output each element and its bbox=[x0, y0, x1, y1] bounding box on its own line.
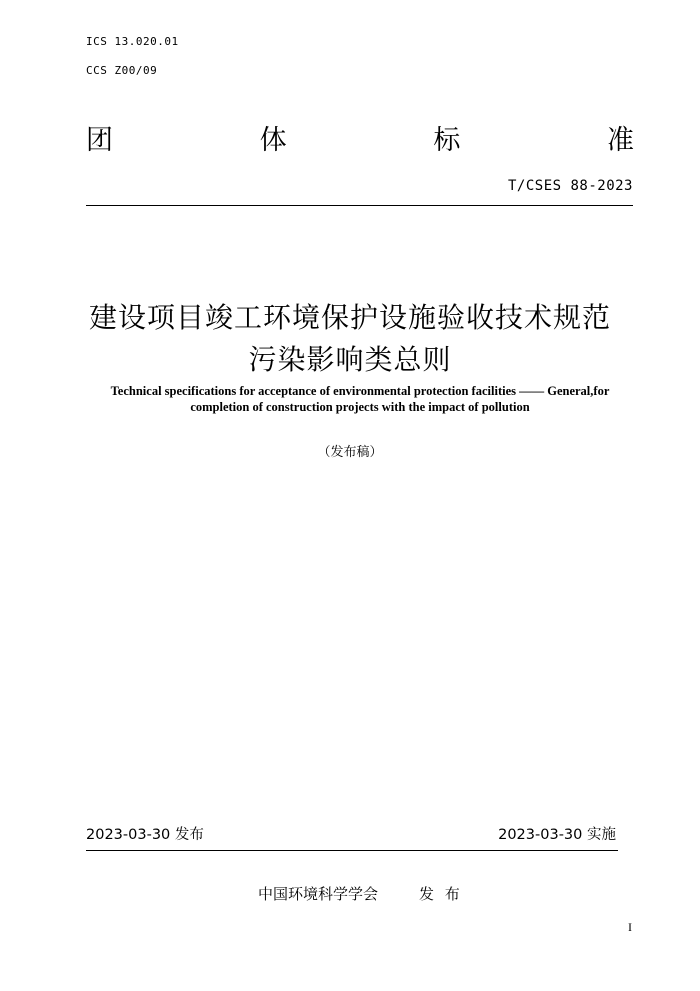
title-en bbox=[95, 383, 625, 415]
standard-type-heading bbox=[86, 118, 634, 158]
title-cn-line-1: 建设项目竣工环境保护设施验收技术规范 bbox=[88, 301, 611, 334]
ccs-code: CCS Z00/09 bbox=[86, 64, 158, 77]
top-divider bbox=[86, 205, 633, 206]
title-cn-line-2: 污染影响类总则 bbox=[248, 343, 452, 376]
standard-type-char: 团 bbox=[86, 125, 113, 156]
standard-type-char: 标 bbox=[433, 125, 461, 156]
title-en-line-1: Technical specifications for acceptance of environmental protection facilities —— General,for bbox=[110, 384, 610, 398]
standard-type-char: 准 bbox=[606, 125, 634, 156]
publisher-name: 中国环境科学学会 bbox=[258, 885, 379, 903]
bottom-divider bbox=[86, 850, 618, 851]
publisher-action: 发 布 bbox=[419, 885, 463, 903]
standard-number: T/CSES 88-2023 bbox=[507, 178, 633, 194]
issue-date: 2023-03-30 发布 bbox=[86, 827, 204, 843]
page-number: I bbox=[628, 920, 632, 934]
implementation-date: 2023-03-30 实施 bbox=[498, 827, 616, 843]
ics-code: ICS 13.020.01 bbox=[86, 35, 179, 48]
standard-type-char: 体 bbox=[259, 125, 287, 156]
title-en-line-2: completion of construction projects with the impact of pollution bbox=[190, 400, 530, 414]
draft-status: （发布稿） bbox=[317, 445, 383, 460]
